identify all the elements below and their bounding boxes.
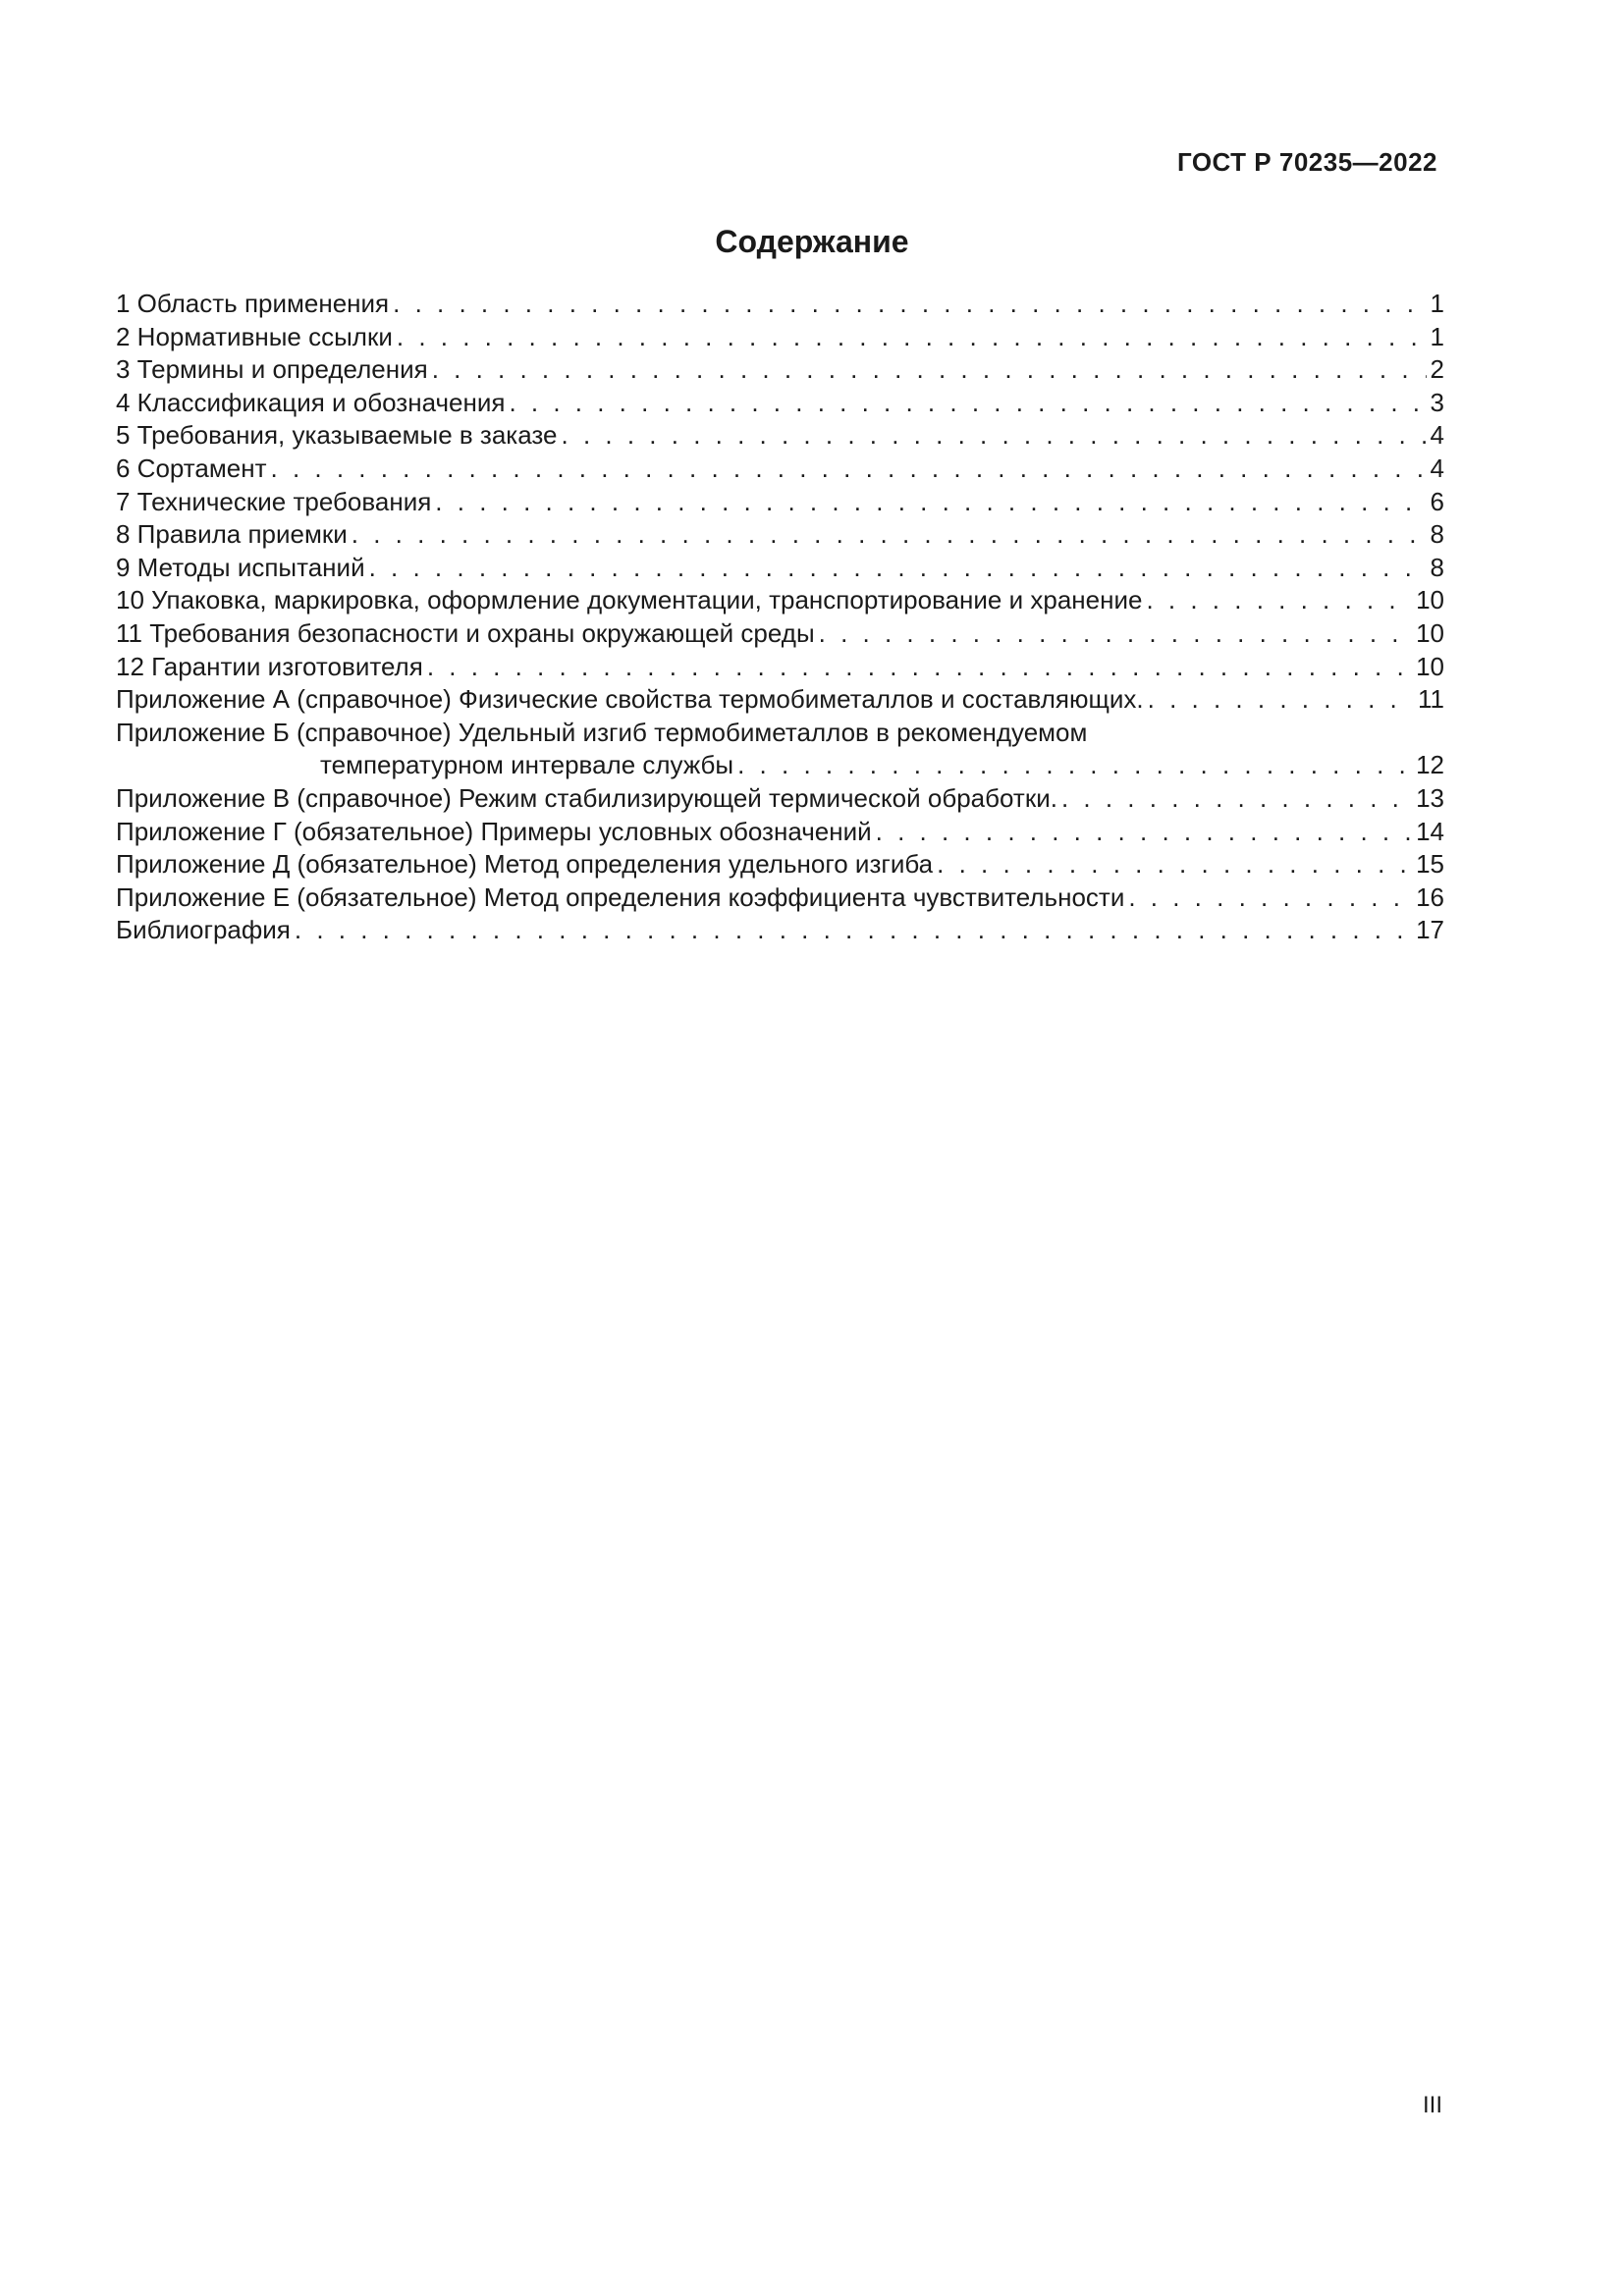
toc-entry-3[interactable] xyxy=(116,353,1444,387)
toc-entry-label: 6 Сортамент xyxy=(116,453,267,483)
toc-entry-5[interactable] xyxy=(116,419,1444,453)
toc-entry-appendix-d[interactable] xyxy=(116,848,1444,881)
toc-entry-page: 16 xyxy=(1416,881,1444,912)
toc-entry-page: 1 xyxy=(1430,289,1444,318)
toc-entry-label: Приложение А (справочное) Физические свойства термобиметаллов и составляющих. xyxy=(116,684,1144,715)
document-code: ГОСТ Р 70235—2022 xyxy=(1176,147,1437,177)
toc-entry-label: Приложение Д (обязательное) Метод определения удельного изгиба xyxy=(116,849,934,880)
toc-entry-4[interactable] xyxy=(116,387,1444,420)
toc-leader-dots xyxy=(432,353,1427,387)
toc-entry-appendix-g[interactable] xyxy=(116,816,1444,849)
toc-entry-page: 10 xyxy=(1416,651,1444,681)
toc-entry-page: 4 xyxy=(1430,453,1444,483)
toc-entry-9[interactable] xyxy=(116,552,1444,585)
toc-entry-label: 12 Гарантии изготовителя xyxy=(116,651,423,681)
toc-leader-dots xyxy=(427,651,1412,684)
toc-entry-page: 2 xyxy=(1430,354,1444,385)
toc-entry-label: Приложение В (справочное) Режим стабилизирующей термической обработки. xyxy=(116,782,1057,813)
toc-leader-dots xyxy=(369,552,1427,585)
toc-leader-dots xyxy=(876,816,1412,849)
toc-leader-dots xyxy=(1128,881,1412,915)
toc-entry-page: 4 xyxy=(1430,420,1444,451)
toc-entry-page: 14 xyxy=(1416,816,1444,846)
toc-entry-page: 3 xyxy=(1430,387,1444,417)
toc-entry-bibliography[interactable] xyxy=(116,914,1444,947)
toc-entry-appendix-v[interactable] xyxy=(116,782,1444,816)
toc-entry-label: 9 Методы испытаний xyxy=(116,552,365,582)
toc-entry-1[interactable] xyxy=(116,288,1444,321)
toc-entry-label: 2 Нормативные ссылки xyxy=(116,321,393,351)
toc-entry-label: 4 Классификация и обозначения xyxy=(116,387,506,417)
table-of-contents xyxy=(116,288,1444,947)
toc-entry-label: 1 Область применения xyxy=(116,289,390,318)
toc-entry-label: 5 Требования, указываемые в заказе xyxy=(116,420,558,451)
toc-entry-appendix-b[interactable] xyxy=(116,717,1444,750)
toc-entry-7[interactable] xyxy=(116,486,1444,519)
toc-leader-dots xyxy=(937,848,1412,881)
toc-entry-label-continuation: температурном интервале службы xyxy=(320,750,734,780)
toc-entry-label: Библиография xyxy=(116,915,291,945)
toc-entry-6[interactable] xyxy=(116,453,1444,486)
toc-entry-2[interactable] xyxy=(116,321,1444,354)
toc-title: Содержание xyxy=(715,224,909,259)
toc-leader-dots xyxy=(393,288,1426,321)
toc-leader-dots xyxy=(1148,683,1414,717)
toc-entry-label: 7 Технические требования xyxy=(116,486,432,516)
toc-entry-label: 11 Требования безопасности и охраны окружающей среды xyxy=(116,617,815,648)
toc-entry-label: Приложение Г (обязательное) Примеры условных обозначений xyxy=(116,816,872,846)
toc-leader-dots xyxy=(1061,782,1412,816)
toc-leader-dots xyxy=(1146,584,1412,617)
toc-leader-dots xyxy=(397,321,1427,354)
toc-entry-page: 10 xyxy=(1416,617,1444,648)
toc-leader-dots xyxy=(819,617,1412,651)
toc-leader-dots xyxy=(562,419,1427,453)
page-number: III xyxy=(1422,2092,1442,2118)
toc-entry-appendix-e[interactable] xyxy=(116,881,1444,915)
toc-entry-appendix-b-continuation[interactable] xyxy=(116,749,1444,782)
toc-entry-page: 10 xyxy=(1416,585,1444,615)
toc-leader-dots xyxy=(271,453,1427,486)
toc-entry-appendix-a[interactable] xyxy=(116,683,1444,717)
toc-entry-12[interactable] xyxy=(116,651,1444,684)
toc-entry-page: 15 xyxy=(1416,849,1444,880)
toc-entry-page: 17 xyxy=(1416,915,1444,945)
toc-entry-10[interactable] xyxy=(116,584,1444,617)
toc-leader-dots xyxy=(295,914,1412,947)
toc-leader-dots xyxy=(737,749,1412,782)
toc-entry-page: 8 xyxy=(1430,519,1444,550)
toc-leader-dots xyxy=(352,518,1427,552)
toc-entry-8[interactable] xyxy=(116,518,1444,552)
toc-entry-label: 10 Упаковка, маркировка, оформление документации, транспортирование и хранение xyxy=(116,585,1143,615)
toc-leader-dots xyxy=(435,486,1426,519)
toc-entry-page: 13 xyxy=(1416,782,1444,813)
toc-entry-page: 12 xyxy=(1416,750,1444,780)
toc-entry-11[interactable] xyxy=(116,617,1444,651)
toc-entry-page: 6 xyxy=(1430,486,1444,516)
toc-entry-label: Приложение Е (обязательное) Метод определения коэффициента чувствительности xyxy=(116,881,1125,912)
toc-entry-label: 3 Термины и определения xyxy=(116,354,428,385)
toc-leader-dots xyxy=(509,387,1426,420)
toc-entry-page: 1 xyxy=(1430,321,1444,351)
toc-entry-label: 8 Правила приемки xyxy=(116,519,348,550)
toc-entry-label: Приложение Б (справочное) Удельный изгиб термобиметаллов в рекомендуемом xyxy=(116,717,1088,747)
toc-entry-page: 8 xyxy=(1430,552,1444,582)
toc-entry-page: 11 xyxy=(1418,684,1444,715)
